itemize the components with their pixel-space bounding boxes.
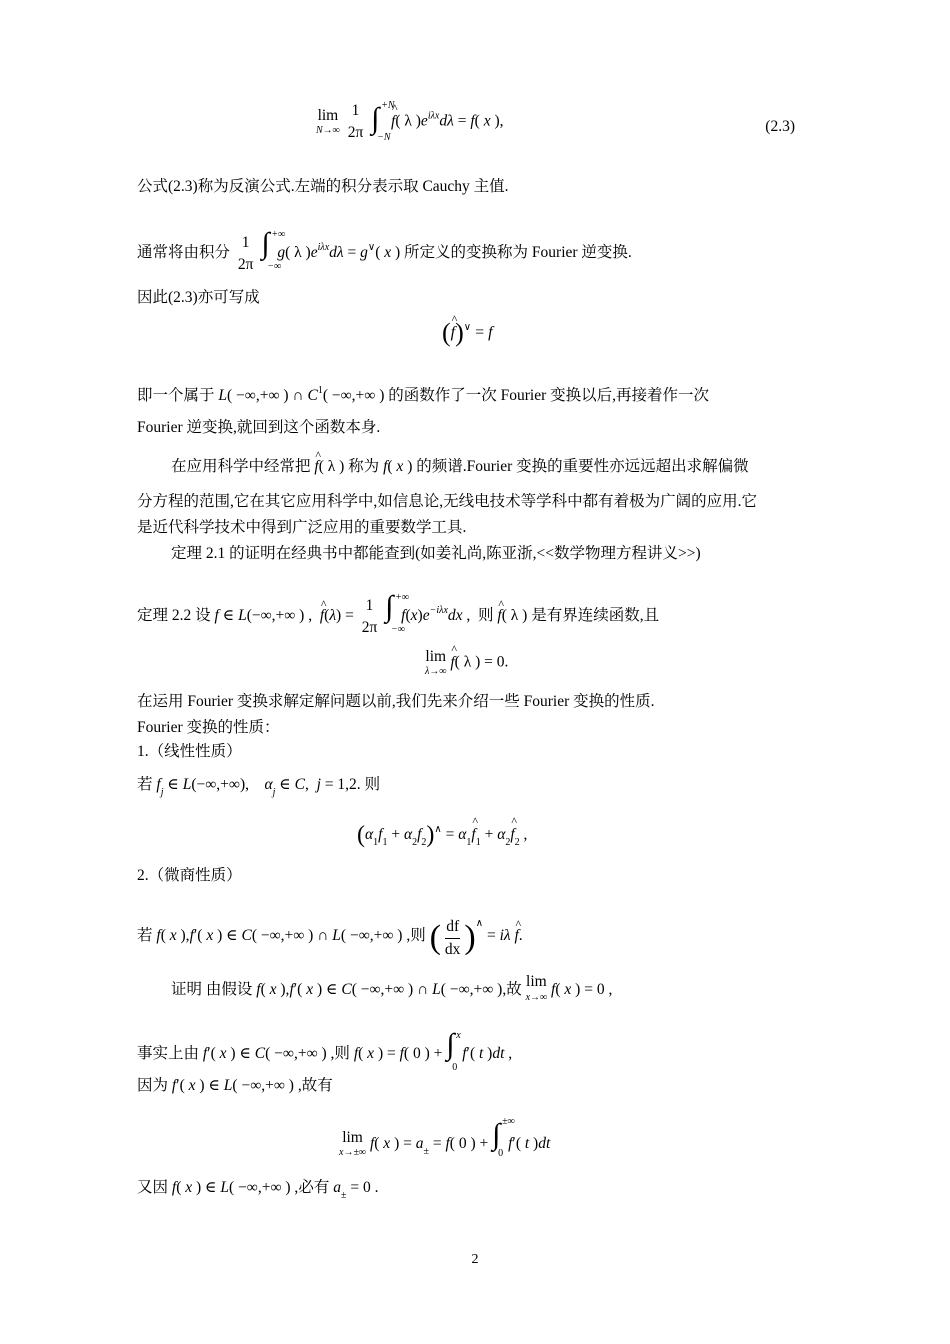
equation-linearity: $(\alpha_1f_1 + \alpha_2f_2)^\wedge$ = $\alpha_1\^{}$ $f_1$ + $\alpha_2\^{}$ $f_2$ , bbox=[357, 822, 527, 849]
paragraph-therefore: 因此(2.3)亦可写成 bbox=[137, 289, 260, 306]
property-1-heading: 1.（线性性质） bbox=[137, 743, 242, 760]
function-space-formula: L( −∞,+∞ ) ∩ $C^1$( −∞,+∞ ) bbox=[218, 385, 385, 404]
equation-limit-a: lim x→±∞ f( x ) = $a_\pm = f$( 0 ) + ∫ ±∞ 0 f′( t )dt bbox=[339, 1116, 551, 1159]
proof-line-3: 因为 f′( x ) ∈ L( −∞,+∞ ) ,故有 bbox=[137, 1077, 333, 1094]
paragraph-inversion-formula: 公式(2.3)称为反演公式.左端的积分表示取 Cauchy 主值. bbox=[137, 178, 509, 195]
proof-line-4: 又因 f( x ) ∈ L( −∞,+∞ ) ,必有 $a_\pm = 0$ . bbox=[137, 1179, 379, 1201]
equation-inverse-identity: (^ f)∨ = f bbox=[442, 318, 493, 348]
equation-2-3: lim N→∞ 1 2π ∫ +N −N ^ f( λ )$e^{i\lambda x}d\lambda = f$( x ), bbox=[316, 100, 504, 144]
property-2-heading: 2.（微商性质） bbox=[137, 867, 242, 884]
inverse-transform-lead: 通常将由积分 bbox=[137, 244, 231, 261]
paragraph-inverse-transform bbox=[137, 227, 632, 276]
proof-line-1: 证明 由假设 f( x ),f′( x ) ∈ C( −∞,+∞ ) ∩ L( −∞,+∞ ),故 lim x→∞ f( x ) = 0 , bbox=[171, 973, 613, 1003]
page-number: 2 bbox=[471, 1252, 479, 1267]
limit-operator: lim N→∞ bbox=[316, 107, 340, 136]
proof-line-2: 事实上由 f′( x ) ∈ C( −∞,+∞ ) ,则 f( x ) = f( 0 ) + ∫ x 0 f′( t )dt , bbox=[137, 1028, 513, 1073]
inverse-transform-formula: 1 2π ∫ +∞ −∞ g( λ )$e^{i\lambda x}d\lambda = g^\vee$( x ) bbox=[237, 227, 401, 273]
paragraph-properties-intro: 在运用 Fourier 变换求解定解问题以前,我们先来介绍一些 Fourier 变换的性质. bbox=[137, 693, 655, 710]
paragraph-theorem-2-1: 定理 2.1 的证明在经典书中都能查到(如姜礼尚,陈亚浙,<<数学物理方程讲义>>) bbox=[171, 545, 701, 562]
paragraph-applications: 分方程的范围,它在其它应用科学中,如信息论,无线电技术等学科中都有着极为广阔的应用.它 bbox=[137, 493, 758, 510]
equation-number: (2.3) bbox=[765, 118, 795, 135]
linearity-condition: 若 $f_j$ ∈ L(−∞,+∞), $\alpha_j$ ∈ C, j = 1,2. 则 bbox=[137, 776, 381, 798]
paragraph-back-to-function: Fourier 逆变换,就回到这个函数本身. bbox=[137, 419, 381, 436]
fraction-1-over-2pi: 1 2π bbox=[347, 102, 364, 141]
paragraph-function-class: 即一个属于 L( −∞,+∞ ) ∩ $C^1$( −∞,+∞ ) 的函数作了一次 Fourier 变换以后,再接着作一次 bbox=[137, 385, 710, 404]
paragraph-modern-science: 是近代科学技术中得到广泛应用的重要数学工具. bbox=[137, 519, 467, 536]
theorem-2-2: 定理 2.2 设 f ∈ L(−∞,+∞ ) , ^ f(λ) = 1 2π ∫ +∞ −∞ $f(x)e^{-i\lambda x}dx$ , 则 ^ f( λ ) 是有界连续函数,且 bbox=[137, 590, 659, 639]
section-properties-heading: Fourier 变换的性质： bbox=[137, 719, 280, 736]
integral-sign: ∫ +N −N bbox=[371, 100, 395, 143]
inverse-transform-tail: 所定义的变换称为 Fourier 逆变换. bbox=[404, 244, 632, 261]
paragraph-spectrum: 在应用科学中经常把 ^ f( λ ) 称为 f( x ) 的频谱.Fourier 变换的重要性亦远远超出求解偏微 bbox=[171, 457, 749, 477]
equation-limit-zero: lim λ→∞ ^ f( λ ) = 0. bbox=[425, 648, 508, 678]
derivative-property: 若 f( x ),f′( x ) ∈ C( −∞,+∞ ) ∩ L( −∞,+∞ ) ,则 ( $\frac{df}{dx}$ )∧ = iλ ^ f. bbox=[137, 914, 523, 961]
